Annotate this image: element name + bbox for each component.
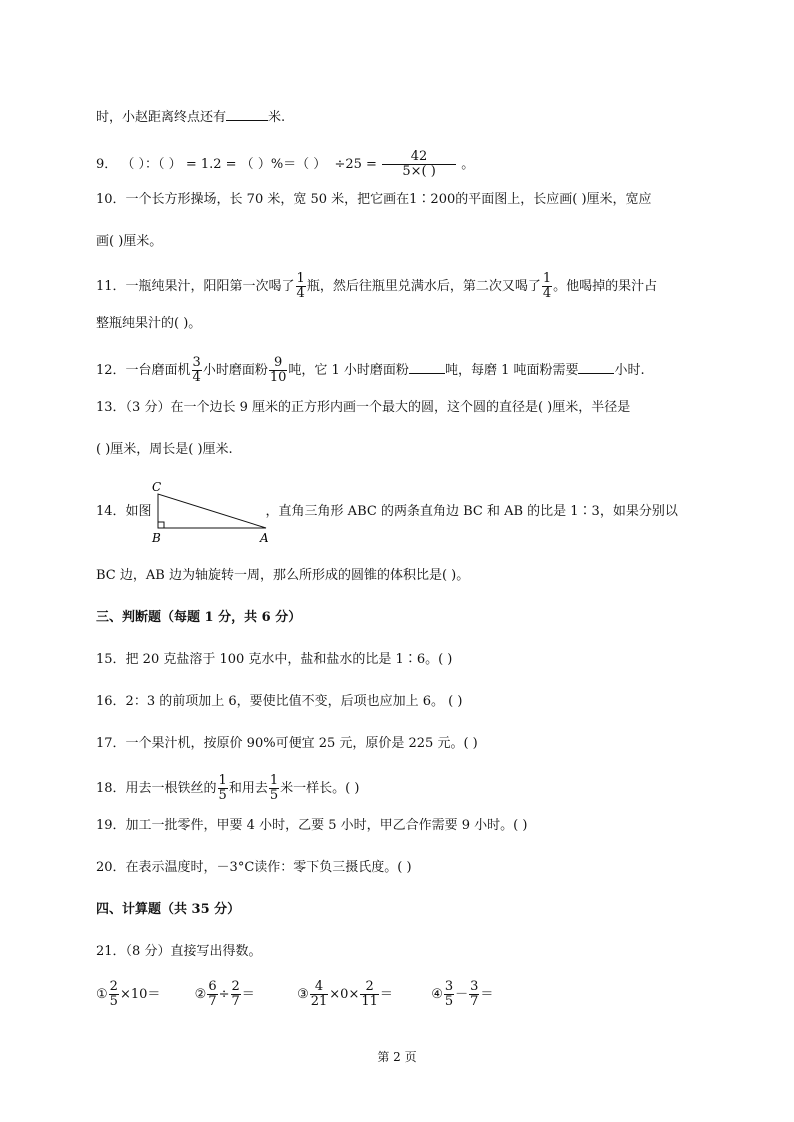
q10-line1: 10．一个长方形操场，长 70 米，宽 50 米，把它画在1∶200的平面图上，长应画( )厘米，宽应 (96, 192, 652, 207)
q9-ratio[interactable]: （ ）：（ ） (121, 157, 182, 172)
q9-frac-den[interactable]: 5×( ) (402, 164, 436, 179)
q12-text5: 小时. (614, 363, 645, 378)
expr2-num1: 6 (208, 979, 217, 994)
expr1-post: ×10＝ (119, 987, 161, 1002)
q9 (96, 150, 474, 179)
expr2-marker: ② (194, 987, 207, 1002)
q21-expr4 (431, 979, 494, 1009)
expr3-num2: 2 (360, 980, 379, 995)
expr3-marker: ③ (297, 987, 309, 1002)
expr1-den: 5 (109, 994, 118, 1009)
q12-blank2[interactable] (578, 359, 614, 374)
expr3-den1: 21 (310, 994, 328, 1009)
q12-blank1[interactable] (409, 359, 445, 374)
q12-f1-num: 3 (192, 355, 201, 370)
expr2-num2: 2 (231, 979, 240, 994)
q12-f2-num: 9 (269, 356, 288, 371)
q8-tail (96, 106, 285, 128)
expr2-op: ÷ (218, 987, 230, 1002)
q12 (96, 356, 645, 385)
q10-line2: 画( )厘米。 (96, 234, 163, 249)
q12-text4: 吨，每磨 1 吨面粉需要 (444, 363, 579, 378)
q18-f2-den: 5 (269, 788, 279, 803)
expr3-post: ＝ (379, 987, 393, 1002)
expr2-den1: 7 (208, 994, 217, 1009)
q21-title: 21．（8 分）直接写出得数。 (96, 944, 262, 959)
expr1-marker: ① (96, 987, 108, 1002)
q9-num: 9． (96, 157, 118, 172)
q14-text2: ，直角三角形 ABC 的两条直角边 BC 和 AB 的比是 1∶3，如果分别以 (265, 504, 678, 519)
q11-line2: 整瓶纯果汁的( )。 (96, 316, 202, 331)
q20: 20．在表示温度时，－3°C读作：零下负三摄氏度。( ) (96, 860, 412, 875)
q11-text1: 11．一瓶纯果汁，阳阳第一次喝了 (96, 279, 295, 294)
expr4-num1: 3 (444, 979, 454, 994)
q21-expr2 (194, 979, 259, 1009)
q18-text2: 和用去 (228, 781, 268, 796)
q14-line2: BC 边，AB 边为轴旋转一周，那么所形成的圆锥的体积比是( )。 (96, 568, 470, 583)
q9-end: 。 (461, 157, 475, 172)
q8-unit: 米. (268, 110, 286, 125)
q12-frac2 (269, 356, 288, 385)
q18-f2-num: 1 (269, 773, 279, 788)
label-c: C (152, 480, 162, 494)
expr3-op: ×0× (329, 987, 360, 1002)
expr2-frac2 (231, 980, 241, 1009)
q13-line2: ( )厘米，周长是( )厘米. (96, 442, 233, 457)
expr3-frac1 (310, 980, 329, 1009)
q15: 15．把 20 克盐溶于 100 克水中，盐和盐水的比是 1∶6。( ) (96, 652, 453, 667)
q18-frac1 (218, 774, 228, 803)
q17: 17．一个果汁机，按原价 90%可便宜 25 元，原价是 225 元。( ) (96, 736, 478, 751)
q12-text1: 12．一台磨面机 (96, 363, 191, 378)
q12-text3: 吨，它 1 小时磨面粉 (288, 363, 409, 378)
expr2-post: ＝ (241, 987, 255, 1002)
q18-f1-den: 5 (218, 788, 227, 803)
q18-text1: 18．用去一根铁丝的 (96, 781, 217, 796)
expr3-frac2 (360, 980, 379, 1009)
q11-f2-den: 4 (542, 286, 552, 301)
expr3-num1: 4 (310, 980, 329, 995)
right-angle-mark (158, 522, 164, 528)
q12-f2-den: 10 (269, 370, 287, 385)
section4-heading: 四、计算题（共 35 分） (96, 902, 241, 917)
q11-f2-num: 1 (542, 271, 552, 286)
q8-blank[interactable] (226, 106, 268, 121)
section3-heading: 三、判断题（每题 1 分，共 6 分） (96, 610, 302, 625)
q11-frac2 (542, 272, 552, 301)
q9-fraction (382, 150, 456, 179)
label-b: B (152, 531, 161, 545)
q21-expr3 (297, 979, 397, 1009)
q16: 16．2：3 的前项加上 6，要使比值不变，后项也应加上 6。 ( ) (96, 694, 463, 709)
q18 (96, 774, 359, 803)
q9-frac-num: 42 (382, 150, 456, 165)
expr4-frac2 (469, 980, 479, 1009)
q11-line1 (96, 272, 657, 301)
q11-f1-num: 1 (296, 271, 305, 286)
q12-f1-den: 4 (192, 370, 201, 385)
q11-frac1 (296, 272, 306, 301)
expr2-den2: 7 (231, 994, 240, 1009)
expr4-num2: 3 (470, 979, 479, 994)
q14-text1: 14．如图 (96, 504, 152, 519)
triangle-figure (148, 480, 276, 546)
expr4-post: ＝ (480, 987, 494, 1002)
expr4-den1: 5 (444, 994, 454, 1009)
q11-text3: 。他喝掉的果汁占 (553, 279, 658, 294)
expr4-op: － (455, 987, 469, 1002)
q18-text3: 米一样长。( ) (280, 781, 360, 796)
q18-f1-num: 1 (218, 773, 227, 788)
q11-f1-den: 4 (296, 286, 305, 301)
expr1-frac (109, 980, 119, 1009)
q18-frac2 (269, 774, 279, 803)
q21-expr1 (96, 979, 165, 1009)
expr3-den2: 11 (361, 994, 378, 1009)
q9-equals[interactable]: = 1.2 = （ ）%＝（ ） (185, 157, 327, 172)
expr2-frac1 (207, 980, 217, 1009)
q12-frac1 (192, 356, 202, 385)
page-footer: 第 2 页 (377, 1050, 417, 1064)
q12-text2: 小时磨面粉 (202, 363, 268, 378)
label-a: A (260, 531, 269, 545)
q19: 19．加工一批零件，甲要 4 小时，乙要 5 小时，甲乙合作需要 9 小时。( ) (96, 818, 528, 833)
expr4-den2: 7 (470, 994, 479, 1009)
triangle-abc (158, 494, 266, 528)
expr4-frac1 (444, 980, 454, 1009)
q21-expressions (96, 980, 493, 1009)
expr4-marker: ④ (431, 987, 443, 1002)
q8-text: 时，小赵距离终点还有 (96, 110, 227, 125)
q13-line1: 13．（3 分）在一个边长 9 厘米的正方形内画一个最大的圆，这个圆的直径是( )厘米，半径是 (96, 400, 631, 415)
expr1-num: 2 (109, 979, 118, 994)
q11-text2: 瓶，然后往瓶里兑满水后，第二次又喝了 (306, 279, 541, 294)
q9-divide: ÷25 = (334, 157, 377, 172)
